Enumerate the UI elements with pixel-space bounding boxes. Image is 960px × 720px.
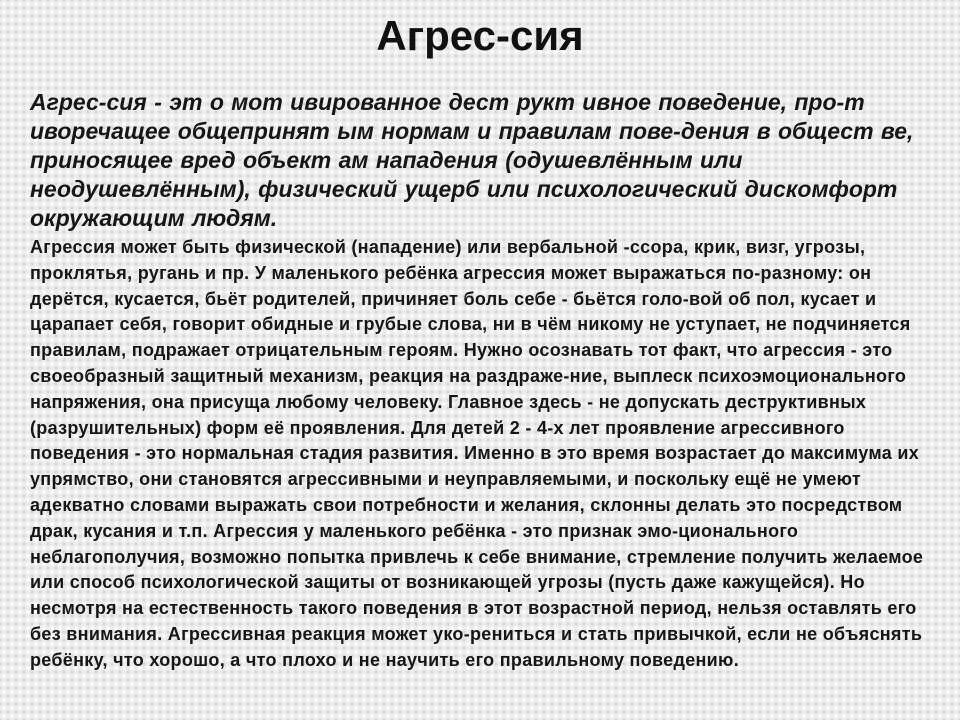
definition-text: Агрес-сия - эт о мот ивированное дест рукт ивное поведение, про-т иворечащее общепринят ым нормам и правилам пове-дения в общест ве, приносящее вред объект ам нападения (одушевлённым или неодушевлённым), физический ущерб или психологический дискомфорт окружающим людям.	[30, 89, 914, 231]
slide-body	[30, 88, 935, 674]
body-paragraph: Агрессия может быть физической (нападение) или вербальной -ссора, крик, визг, угрозы, проклятья, ругань и пр. У маленького ребёнка агрессия может выражаться по-разному: он дерётся, кусается, бьёт родителей, причиняет боль себе - бьётся голо-вой об пол, кусает и царапает себя, говорит обидные и грубые слова, ни в чём никому не уступает, не подчиняется правилам, подражает отрицательным героям. Нужно осознавать тот факт, что агрессия - это своеобразный защитный механизм, реакция на раздраже-ние, выплеск психоэмоционального напряжения, она присуща любому человеку. Главное здесь - не допускать деструктивных (разрушительных) форм её проявления. Для детей 2 - 4-х лет проявление агрессивного поведения - это нормальная стадия развития. Именно в это время возрастает до максимума их упрямство, они становятся агрессивными и неуправляемыми, и поскольку ещё не умеют адекватно словами выражать свои потребности и желания, склонны делать это посредством драк, кусания и т.п. Агрессия у маленького ребёнка - это признак эмо-ционального неблагополучия, возможно попытка привлечь к себе внимание, стремление получить желаемое или способ психологической защиты от возникающей угрозы (пусть даже кажущейся). Но несмотря на естественность такого поведения в этот возрастной период, нельзя оставлять его без внимания. Агрессивная реакция может уко-рениться и стать привычкой, если не объяснять ребёнку, что хорошо, а что плохо и не научить его правильному поведению.	[30, 237, 924, 670]
slide-title: Агрес-сия	[376, 12, 584, 59]
